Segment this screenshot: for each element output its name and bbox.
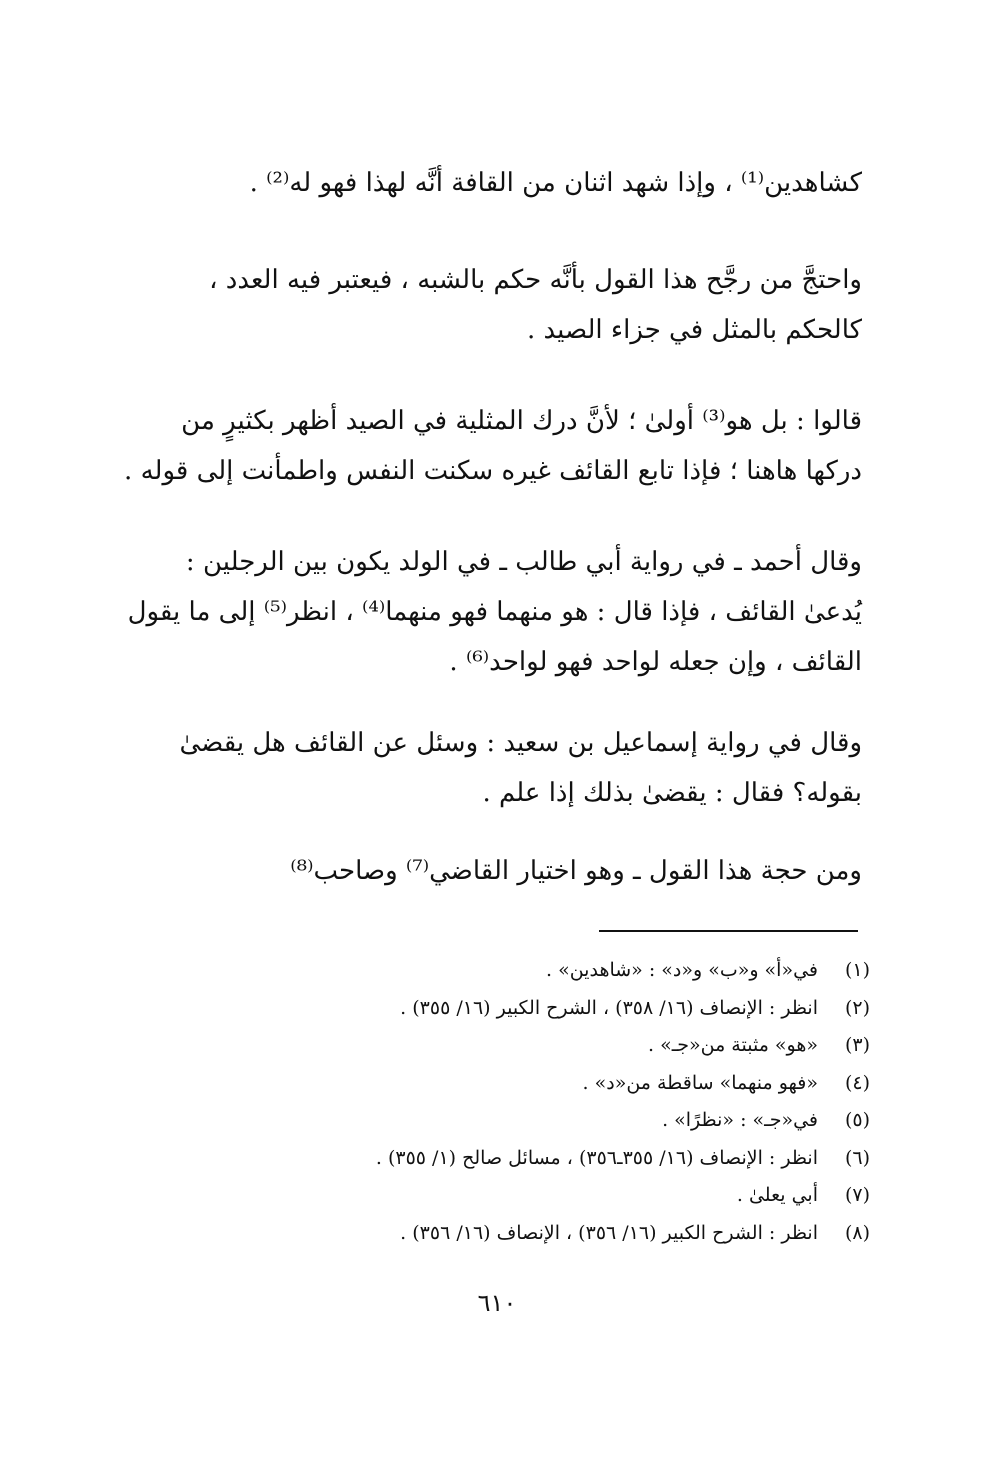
footnote-text: انظر : الإنصاف (١٦/ ٣٥٨) ، الشرح الكبير (١٦/ ٣٥٥) . [400,996,818,1019]
footnote-item [230,990,870,1028]
footnote-text: انظر : الإنصاف (١٦/ ٣٥٥ـ٣٥٦) ، مسائل صالح (١/ ٣٥٥) . [375,1146,818,1169]
body-paragraph-4 [102,537,862,687]
footnotes [230,952,870,1252]
footnote-text: أبي يعلىٰ . [736,1184,818,1206]
footnote-item [230,952,870,990]
footnote-number: (١) [844,959,870,981]
body-paragraph-5 [102,718,862,818]
body-paragraph-1 [102,158,862,208]
footnote-number: (٥) [844,1109,870,1131]
footnote-item [230,1102,870,1140]
footnote-item [230,1027,870,1065]
body-paragraph-6 [102,846,862,896]
text-line: دركها هاهنا ؛ فإذا تابع القائف غيره سكنت النفس واطمأنت إلى قوله . [124,456,862,486]
body-paragraph-2 [102,255,862,355]
text-line: يُدعىٰ القائف ، فإذا قال : هو منهما فهو منهما⁽⁴⁾ ، انظر⁽⁵⁾ إلى ما يقول [127,597,862,627]
footnote-number: (٨) [844,1221,870,1244]
footnote-number: (٢) [844,996,870,1019]
text-line: كالحكم بالمثل في جزاء الصيد . [526,315,862,345]
footnote-number: (٦) [844,1146,870,1169]
footnote-text: «هو» مثبتة من«جـ» . [647,1034,818,1056]
text-line: وقال أحمد ـ في رواية أبي طالب ـ في الولد يكون بين الرجلين : [185,547,862,577]
footnote-text: «فهو منهما» ساقطة من«د» . [582,1071,818,1094]
text-line: قالوا : بل هو⁽³⁾ أولىٰ ؛ لأنَّ درك المثلية في الصيد أظهر بكثيرٍ من [181,406,862,436]
footnote-text: في«جـ» : «نظرًا» . [662,1109,818,1131]
footnote-item [230,1177,870,1215]
text-line: القائف ، وإن جعله لواحد فهو لواحد⁽⁶⁾ . [449,647,862,677]
text-line: ومن حجة هذا القول ـ وهو اختيار القاضي⁽⁷⁾ وصاحب⁽⁸⁾ [290,856,862,886]
text-line: كشاهدين⁽¹⁾ ، وإذا شهد اثنان من القافة أنَّه لهذا فهو له⁽²⁾ . [249,168,862,198]
footnote-number: (٧) [844,1184,870,1206]
footnote-text: في«أ» و«ب» و«د» : «شاهدين» . [546,959,818,981]
text-line: وقال في رواية إسماعيل بن سعيد : وسئل عن القائف هل يقضىٰ [179,728,862,758]
text-line: بقوله؟ فقال : يقضىٰ بذلك إذا علم . [482,778,862,808]
body-paragraph-3 [102,396,862,496]
footnote-item [230,1140,870,1178]
text-line: واحتجَّ من رجَّح هذا القول بأنَّه حكم بالشبه ، فيعتبر فيه العدد ، [209,265,862,295]
page-number: ٦١٠ [477,1289,517,1317]
footnote-item [230,1065,870,1103]
footnote-text: انظر : الشرح الكبير (١٦/ ٣٥٦) ، الإنصاف (١٦/ ٣٥٦) . [400,1221,818,1244]
footnote-item [230,1215,870,1253]
footnote-separator [599,930,858,932]
footnote-number: (٣) [844,1034,870,1056]
footnote-number: (٤) [844,1071,870,1094]
